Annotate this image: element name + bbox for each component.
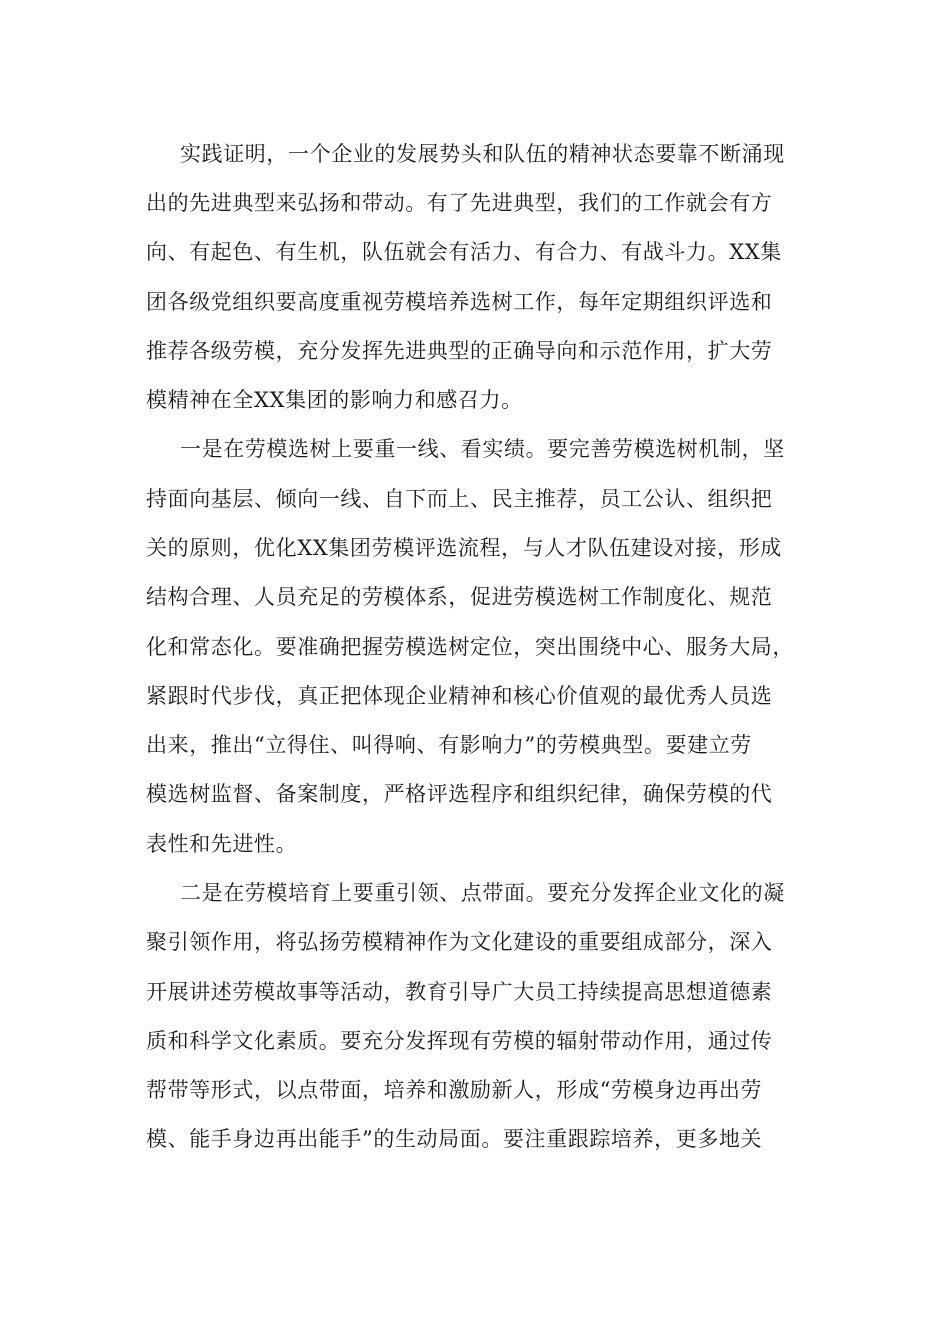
paragraph-3-line-4: 质和科学文化素质。要充分发挥现有劳模的辐射带动作用，通过传 xyxy=(146,1029,773,1053)
paragraph-2-line-2: 持面向基层、倾向一线、自下而上、民主推荐，员工公认、组织把 xyxy=(146,487,773,511)
paragraph-2-line-6: 紧跟时代步伐，真正把体现企业精神和核心价值观的最优秀人员选 xyxy=(146,684,773,708)
paragraph-2-line-5: 化和常态化。要准确把握劳模选树定位，突出围绕中心、服务大局， xyxy=(146,635,794,659)
paragraph-3-line-2: 聚引领作用，将弘扬劳模精神作为文化建设的重要组成部分，深入 xyxy=(146,930,773,954)
paragraph-3-line-1: 二是在劳模培育上要重引领、点带面。要充分发挥企业文化的凝 xyxy=(180,881,785,905)
paragraph-1-line-4: 团各级党组织要高度重视劳模培养选树工作，每年定期组织评选和 xyxy=(146,290,773,314)
paragraph-1-line-2: 出的先进典型来弘扬和带动。有了先进典型，我们的工作就会有方 xyxy=(146,191,773,215)
paragraph-2-line-3: 关的原则，优化XX集团劳模评选流程，与人才队伍建设对接，形成 xyxy=(146,536,782,560)
paragraph-1-line-6: 模精神在全XX集团的影响力和感召力。 xyxy=(146,388,523,412)
paragraph-2-line-1: 一是在劳模选树上要重一线、看实绩。要完善劳模选树机制，坚 xyxy=(180,437,785,461)
paragraph-2-line-9: 表性和先进性。 xyxy=(146,832,298,856)
paragraph-3-line-6: 模、能手身边再出能手”的生动局面。要注重跟踪培养，更多地关 xyxy=(146,1127,763,1151)
paragraph-2-line-7: 出来，推出“立得住、叫得响、有影响力”的劳模典型。要建立劳 xyxy=(146,733,752,757)
paragraph-1-line-1: 实践证明，一个企业的发展势头和队伍的精神状态要靠不断涌现 xyxy=(180,142,785,166)
paragraph-3-line-5: 帮带等形式，以点带面，培养和激励新人，形成“劳模身边再出劳 xyxy=(146,1078,763,1102)
paragraph-3-line-3: 开展讲述劳模故事等活动，教育引导广大员工持续提高思想道德素 xyxy=(146,980,773,1004)
paragraph-2-line-4: 结构合理、人员充足的劳模体系，促进劳模选树工作制度化、规范 xyxy=(146,585,773,609)
paragraph-1-line-5: 推荐各级劳模，充分发挥先进典型的正确导向和示范作用，扩大劳 xyxy=(146,339,773,363)
paragraph-2-line-8: 模选树监督、备案制度，严格评选程序和组织纪律，确保劳模的代 xyxy=(146,782,773,806)
paragraph-1-line-3: 向、有起色、有生机，队伍就会有活力、有合力、有战斗力。XX集 xyxy=(146,240,782,264)
